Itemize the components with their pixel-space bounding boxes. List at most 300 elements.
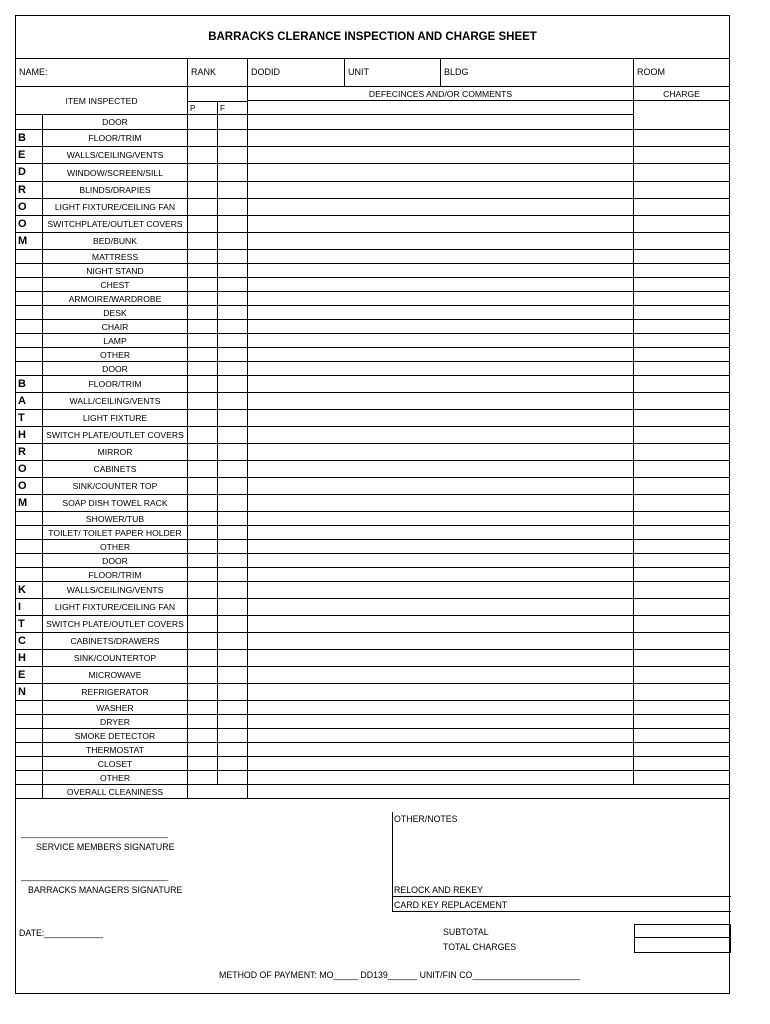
- item-label: WALLS/CEILING/VENTS: [42, 147, 188, 163]
- bldg-field[interactable]: BLDG: [441, 58, 634, 87]
- table-row: [16, 376, 729, 393]
- item-label: SINK/COUNTER TOP: [42, 478, 188, 494]
- comment-cell[interactable]: [248, 478, 634, 494]
- charge-cell[interactable]: [634, 582, 729, 598]
- charge-cell[interactable]: [634, 130, 729, 146]
- comment-cell[interactable]: [248, 130, 634, 146]
- item-label: LIGHT FIXTURE/CEILING FAN: [42, 599, 188, 615]
- comment-cell[interactable]: [248, 701, 634, 714]
- comment-cell[interactable]: [248, 568, 634, 581]
- comment-cell[interactable]: [248, 250, 634, 263]
- comment-cell[interactable]: [248, 526, 634, 539]
- charge-cell[interactable]: [634, 757, 729, 770]
- item-label: DOOR: [42, 115, 188, 129]
- item-label: SWITCH PLATE/OUTLET COVERS: [42, 616, 188, 632]
- charge-cell[interactable]: [634, 199, 729, 215]
- fail-cell[interactable]: [218, 292, 248, 305]
- fail-cell[interactable]: [218, 130, 248, 146]
- fail-cell[interactable]: [218, 250, 248, 263]
- comment-cell[interactable]: [248, 362, 634, 375]
- item-label: REFRIGERATOR: [42, 684, 188, 700]
- section-letter: R: [18, 183, 26, 196]
- fail-cell[interactable]: [218, 495, 248, 511]
- table-row: [16, 667, 729, 684]
- pass-cell[interactable]: [188, 461, 218, 477]
- charge-cell[interactable]: [634, 633, 729, 649]
- item-label: BLINDS/DRAPIES: [42, 182, 188, 198]
- table-row: [16, 182, 729, 199]
- section-letter: H: [18, 428, 26, 441]
- pass-cell[interactable]: [188, 115, 218, 129]
- table-row: [16, 334, 729, 348]
- section-letter: M: [18, 496, 28, 509]
- pass-cell[interactable]: [188, 410, 218, 426]
- comment-cell[interactable]: [248, 667, 634, 683]
- date-field[interactable]: DATE:____________: [19, 928, 103, 938]
- pass-cell[interactable]: [188, 250, 218, 263]
- charge-cell[interactable]: [634, 320, 729, 333]
- table-row: [16, 599, 729, 616]
- fail-cell[interactable]: [218, 568, 248, 581]
- section-letter: M: [18, 234, 28, 247]
- comment-cell[interactable]: [248, 147, 634, 163]
- item-label: BED/BUNK: [42, 233, 188, 249]
- comment-cell[interactable]: [248, 216, 634, 232]
- pass-cell[interactable]: [188, 444, 218, 460]
- item-inspected-header: ITEM INSPECTED: [16, 87, 188, 115]
- section-letter: T: [18, 411, 25, 424]
- table-row: [16, 743, 729, 757]
- pass-cell[interactable]: [188, 554, 218, 567]
- table-row: [16, 444, 729, 461]
- item-label: WALL/CEILING/VENTS: [42, 393, 188, 409]
- section-letter: O: [18, 479, 27, 492]
- pass-cell[interactable]: [188, 633, 218, 649]
- pass-cell[interactable]: [188, 599, 218, 615]
- pass-cell[interactable]: [188, 130, 218, 146]
- table-row: [16, 729, 729, 743]
- charge-cell[interactable]: [634, 650, 729, 666]
- comment-cell[interactable]: [248, 757, 634, 770]
- table-row: [16, 264, 729, 278]
- pass-cell[interactable]: [188, 495, 218, 511]
- charge-cell[interactable]: [634, 292, 729, 305]
- pass-cell[interactable]: [188, 582, 218, 598]
- comment-cell[interactable]: [248, 771, 634, 784]
- item-label: MATTRESS: [42, 250, 188, 263]
- pass-cell[interactable]: [188, 729, 218, 742]
- section-letter: D: [18, 166, 26, 178]
- comment-cell[interactable]: [248, 292, 634, 305]
- table-row: [16, 684, 729, 701]
- charge-cell[interactable]: [634, 334, 729, 347]
- payment-method[interactable]: METHOD OF PAYMENT: MO_____ DD139______ UNIT/FIN CO______________________: [219, 970, 581, 980]
- pass-cell[interactable]: [188, 216, 218, 232]
- fail-cell[interactable]: [218, 526, 248, 539]
- pass-cell[interactable]: [188, 616, 218, 632]
- fail-cell[interactable]: [218, 427, 248, 443]
- charge-cell[interactable]: [634, 376, 729, 392]
- relock-line: [392, 896, 731, 897]
- section-letter: B: [18, 131, 26, 144]
- comment-cell[interactable]: [248, 444, 634, 460]
- table-row: [16, 250, 729, 264]
- item-label: LIGHT FIXTURE: [42, 410, 188, 426]
- table-row: [16, 633, 729, 650]
- fail-cell[interactable]: [218, 334, 248, 347]
- pass-cell[interactable]: [188, 164, 218, 181]
- charge-cell[interactable]: [634, 478, 729, 494]
- item-label: FLOOR/TRIM: [42, 568, 188, 581]
- comment-cell[interactable]: [248, 233, 634, 249]
- fail-cell[interactable]: [218, 444, 248, 460]
- fail-cell[interactable]: [218, 164, 248, 181]
- table-row: [16, 348, 729, 362]
- comment-cell[interactable]: [248, 461, 634, 477]
- charge-cell[interactable]: [634, 278, 729, 291]
- fail-cell[interactable]: [218, 757, 248, 770]
- comment-cell[interactable]: [248, 334, 634, 347]
- comment-cell[interactable]: [248, 199, 634, 215]
- fail-cell[interactable]: [218, 667, 248, 683]
- table-row: [16, 757, 729, 771]
- table-row: [16, 306, 729, 320]
- section-letter: N: [18, 685, 26, 698]
- item-label: MIRROR: [42, 444, 188, 460]
- item-label: WALLS/CEILING/VENTS: [42, 582, 188, 598]
- item-label: DRYER: [42, 715, 188, 728]
- comment-cell[interactable]: [248, 427, 634, 443]
- fail-cell[interactable]: [218, 393, 248, 409]
- comment-cell[interactable]: [248, 410, 634, 426]
- comment-cell[interactable]: [248, 164, 634, 181]
- table-row: [16, 164, 729, 182]
- pass-cell[interactable]: [188, 393, 218, 409]
- item-label: SWITCHPLATE/OUTLET COVERS: [42, 216, 188, 232]
- charge-cell[interactable]: [634, 729, 729, 742]
- item-label: LIGHT FIXTURE/CEILING FAN: [42, 199, 188, 215]
- pass-cell[interactable]: [188, 320, 218, 333]
- overall-cleanliness-row: [16, 785, 729, 799]
- charge-cell[interactable]: [634, 427, 729, 443]
- fail-cell[interactable]: [218, 729, 248, 742]
- section-letter: R: [18, 445, 26, 458]
- charge-cell[interactable]: [634, 526, 729, 539]
- section-letter: I: [18, 600, 22, 613]
- charge-cell[interactable]: [634, 362, 729, 375]
- table-row: [16, 461, 729, 478]
- charge-cell[interactable]: [634, 164, 729, 181]
- pass-cell[interactable]: [188, 199, 218, 215]
- table-row: [16, 362, 729, 376]
- charge-cell[interactable]: [634, 540, 729, 553]
- item-label: TOILET/ TOILET PAPER HOLDER: [42, 526, 188, 539]
- comment-cell[interactable]: [248, 684, 634, 700]
- fail-cell[interactable]: [218, 278, 248, 291]
- fail-cell[interactable]: [218, 512, 248, 525]
- pass-cell[interactable]: [188, 771, 218, 784]
- table-row: [16, 199, 729, 216]
- charge-cell[interactable]: [634, 616, 729, 632]
- fail-cell[interactable]: [218, 582, 248, 598]
- pass-cell[interactable]: [188, 650, 218, 666]
- charge-cell[interactable]: [634, 147, 729, 163]
- item-label: OTHER: [42, 771, 188, 784]
- item-label: WASHER: [42, 701, 188, 714]
- fail-cell[interactable]: [218, 233, 248, 249]
- fail-cell[interactable]: [218, 599, 248, 615]
- table-row: [16, 554, 729, 568]
- pass-cell[interactable]: [188, 292, 218, 305]
- item-label: ARMOIRE/WARDROBE: [42, 292, 188, 305]
- table-row: [16, 512, 729, 526]
- charge-cell[interactable]: [634, 495, 729, 511]
- comment-cell[interactable]: [248, 306, 634, 319]
- table-row: [16, 216, 729, 233]
- subtotal-box[interactable]: [634, 924, 731, 938]
- manager-signature-line[interactable]: ______________________________: [21, 871, 168, 881]
- table-row: [16, 292, 729, 306]
- comment-cell[interactable]: [248, 495, 634, 511]
- comment-cell[interactable]: [248, 554, 634, 567]
- table-row: [16, 771, 729, 785]
- table-row: [16, 115, 729, 130]
- charge-cell[interactable]: [634, 771, 729, 784]
- comment-cell[interactable]: [248, 743, 634, 756]
- table-row: [16, 147, 729, 164]
- table-row: [16, 410, 729, 427]
- rank-field[interactable]: RANK: [188, 58, 248, 87]
- comments-header-sub: [248, 101, 634, 115]
- item-label: OTHER: [42, 348, 188, 361]
- item-label: CABINETS: [42, 461, 188, 477]
- pass-cell[interactable]: [188, 743, 218, 756]
- item-label: LAMP: [42, 334, 188, 347]
- dodid-field[interactable]: DODID: [248, 58, 345, 87]
- pass-cell[interactable]: [188, 757, 218, 770]
- charge-cell[interactable]: [634, 115, 729, 129]
- comment-cell[interactable]: [248, 348, 634, 361]
- overall-cleanliness-label: OVERALL CLEANINESS: [42, 785, 188, 798]
- fail-cell[interactable]: [218, 616, 248, 632]
- section-letter: B: [18, 377, 26, 390]
- charge-cell[interactable]: [634, 684, 729, 700]
- table-row: [16, 233, 729, 250]
- charge-cell[interactable]: [634, 393, 729, 409]
- section-letter: C: [18, 634, 26, 647]
- pass-cell[interactable]: [188, 147, 218, 163]
- item-label: THERMOSTAT: [42, 743, 188, 756]
- service-signature-label: SERVICE MEMBERS SIGNATURE: [36, 842, 175, 852]
- charge-cell[interactable]: [634, 306, 729, 319]
- charge-cell[interactable]: [634, 250, 729, 263]
- charge-cell[interactable]: [634, 667, 729, 683]
- comment-cell[interactable]: [248, 512, 634, 525]
- pass-cell[interactable]: [188, 478, 218, 494]
- pass-cell[interactable]: [188, 540, 218, 553]
- charge-cell[interactable]: [634, 599, 729, 615]
- pass-cell[interactable]: [188, 427, 218, 443]
- section-letter: K: [18, 583, 26, 596]
- table-row: [16, 568, 729, 582]
- item-label: CLOSET: [42, 757, 188, 770]
- item-label: SWITCH PLATE/OUTLET COVERS: [42, 427, 188, 443]
- item-label: SOAP DISH TOWEL RACK: [42, 495, 188, 511]
- item-label: MICROWAVE: [42, 667, 188, 683]
- table-row: [16, 650, 729, 667]
- fail-cell[interactable]: [218, 182, 248, 198]
- section-letter: O: [18, 462, 27, 475]
- charge-cell[interactable]: [634, 264, 729, 277]
- table-row: [16, 495, 729, 512]
- pass-cell[interactable]: [188, 348, 218, 361]
- table-row: [16, 427, 729, 444]
- service-signature-line[interactable]: ______________________________: [21, 828, 168, 838]
- item-label: NIGHT STAND: [42, 264, 188, 277]
- fail-cell[interactable]: [218, 410, 248, 426]
- comment-cell[interactable]: [248, 540, 634, 553]
- fail-cell[interactable]: [218, 478, 248, 494]
- card-key-label: CARD KEY REPLACEMENT: [394, 900, 508, 910]
- pass-cell[interactable]: [188, 306, 218, 319]
- relock-label: RELOCK AND REKEY: [394, 885, 483, 895]
- fail-cell[interactable]: [218, 701, 248, 714]
- fail-cell[interactable]: [218, 650, 248, 666]
- comment-cell[interactable]: [248, 278, 634, 291]
- comment-cell[interactable]: [248, 264, 634, 277]
- charge-cell[interactable]: [634, 216, 729, 232]
- fail-cell[interactable]: [218, 320, 248, 333]
- charge-cell[interactable]: [634, 444, 729, 460]
- item-label: SINK/COUNTERTOP: [42, 650, 188, 666]
- fail-cell[interactable]: [218, 306, 248, 319]
- fail-cell[interactable]: [218, 376, 248, 392]
- pass-header: P: [188, 101, 218, 115]
- item-label: FLOOR/TRIM: [42, 376, 188, 392]
- table-row: [16, 393, 729, 410]
- item-label: DOOR: [42, 554, 188, 567]
- fail-cell[interactable]: [218, 633, 248, 649]
- pass-cell[interactable]: [188, 233, 218, 249]
- item-label: CABINETS/DRAWERS: [42, 633, 188, 649]
- table-row: [16, 278, 729, 292]
- pass-cell[interactable]: [188, 334, 218, 347]
- charge-cell[interactable]: [634, 461, 729, 477]
- total-charges-label: TOTAL CHARGES: [443, 942, 517, 952]
- fail-cell[interactable]: [218, 715, 248, 728]
- fail-cell[interactable]: [218, 348, 248, 361]
- table-row: [16, 582, 729, 599]
- fail-cell[interactable]: [218, 684, 248, 700]
- comment-cell[interactable]: [248, 115, 634, 129]
- item-label: DESK: [42, 306, 188, 319]
- comment-cell[interactable]: [248, 729, 634, 742]
- section-letter: A: [18, 394, 26, 407]
- fail-cell[interactable]: [218, 147, 248, 163]
- room-field[interactable]: ROOM: [634, 58, 729, 87]
- comment-cell[interactable]: [248, 182, 634, 198]
- table-row: [16, 320, 729, 334]
- charge-cell[interactable]: [634, 182, 729, 198]
- charge-cell[interactable]: [634, 701, 729, 714]
- item-label: SHOWER/TUB: [42, 512, 188, 525]
- table-row: [16, 715, 729, 729]
- unit-field[interactable]: UNIT: [345, 58, 441, 87]
- charge-cell[interactable]: [634, 348, 729, 361]
- total-charges-box[interactable]: [634, 937, 731, 953]
- charge-cell[interactable]: [634, 512, 729, 525]
- table-row: [16, 701, 729, 715]
- pass-cell[interactable]: [188, 526, 218, 539]
- pass-cell[interactable]: [188, 376, 218, 392]
- pass-cell[interactable]: [188, 568, 218, 581]
- charge-cell[interactable]: [634, 233, 729, 249]
- item-label: FLOOR/TRIM: [42, 130, 188, 146]
- pass-cell[interactable]: [188, 264, 218, 277]
- comment-cell[interactable]: [248, 582, 634, 598]
- name-field[interactable]: NAME:: [16, 58, 188, 87]
- fail-cell[interactable]: [218, 461, 248, 477]
- item-label: SMOKE DETECTOR: [42, 729, 188, 742]
- charge-cell[interactable]: [634, 715, 729, 728]
- fail-cell[interactable]: [218, 362, 248, 375]
- fail-cell[interactable]: [218, 554, 248, 567]
- charge-cell[interactable]: [634, 410, 729, 426]
- charge-sheet: [15, 15, 730, 994]
- fail-cell[interactable]: [218, 199, 248, 215]
- pass-cell[interactable]: [188, 278, 218, 291]
- comment-cell[interactable]: [248, 633, 634, 649]
- fail-cell[interactable]: [218, 115, 248, 129]
- fail-cell[interactable]: [218, 743, 248, 756]
- comment-cell[interactable]: [248, 715, 634, 728]
- comment-cell[interactable]: [248, 599, 634, 615]
- subtotal-label: SUBTOTAL: [443, 927, 489, 937]
- comment-cell[interactable]: [248, 393, 634, 409]
- section-letter: T: [18, 617, 25, 630]
- charge-header: CHARGE: [634, 87, 729, 101]
- table-row: [16, 540, 729, 554]
- section-letter: O: [18, 200, 27, 213]
- pass-cell[interactable]: [188, 684, 218, 700]
- other-notes-label: OTHER/NOTES: [394, 814, 458, 824]
- charge-cell[interactable]: [634, 568, 729, 581]
- charge-cell[interactable]: [634, 554, 729, 567]
- item-label: DOOR: [42, 362, 188, 375]
- comment-cell[interactable]: [248, 320, 634, 333]
- fail-cell[interactable]: [218, 264, 248, 277]
- item-label: OTHER: [42, 540, 188, 553]
- pass-cell[interactable]: [188, 701, 218, 714]
- section-letter: E: [18, 668, 26, 681]
- fail-cell[interactable]: [218, 540, 248, 553]
- fail-cell[interactable]: [218, 771, 248, 784]
- comment-cell[interactable]: [248, 376, 634, 392]
- overall-cleanliness-cell[interactable]: [188, 785, 248, 798]
- pass-cell[interactable]: [188, 362, 218, 375]
- pass-cell[interactable]: [188, 667, 218, 683]
- comment-cell[interactable]: [248, 616, 634, 632]
- comment-cell[interactable]: [248, 650, 634, 666]
- item-label: CHEST: [42, 278, 188, 291]
- charge-cell[interactable]: [634, 743, 729, 756]
- pass-cell[interactable]: [188, 182, 218, 198]
- section-letter: H: [18, 651, 26, 664]
- table-row: [16, 130, 729, 147]
- pass-cell[interactable]: [188, 512, 218, 525]
- fail-cell[interactable]: [218, 216, 248, 232]
- pass-cell[interactable]: [188, 715, 218, 728]
